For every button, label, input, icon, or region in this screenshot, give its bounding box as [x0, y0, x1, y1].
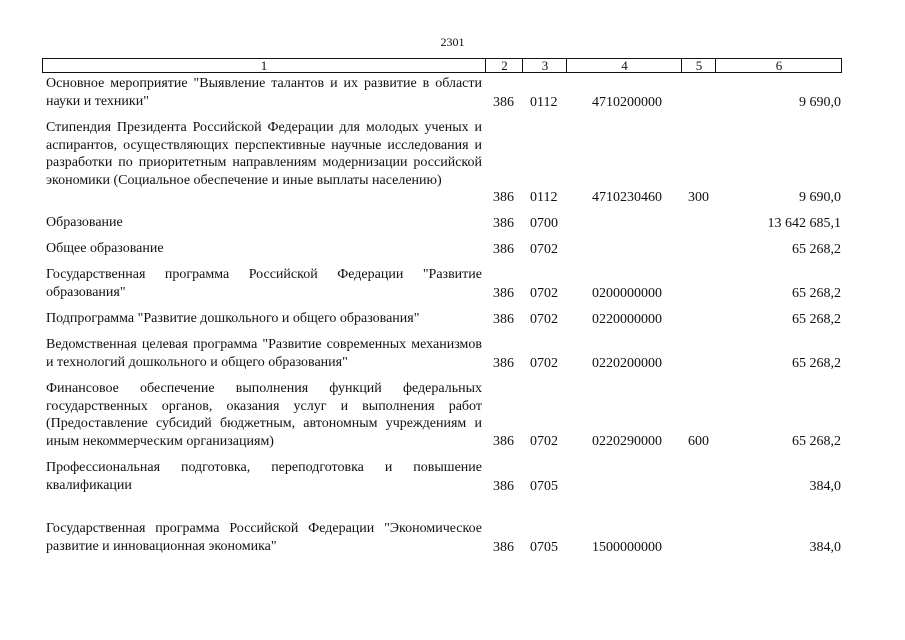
cell-col-4: 1500000000: [592, 539, 662, 555]
cell-col-4: 4710230460: [592, 189, 662, 205]
cell-col-6: 65 268,2: [792, 355, 841, 371]
cell-col-4: 4710200000: [592, 94, 662, 110]
cell-col-4: 0200000000: [592, 285, 662, 301]
table-row: [0, 75, 905, 111]
cell-col-3: 0702: [530, 433, 558, 449]
cell-col-2: 386: [493, 285, 514, 301]
cell-col-6: 9 690,0: [799, 189, 841, 205]
cell-col-2: 386: [493, 478, 514, 494]
cell-col-6: 13 642 685,1: [767, 215, 841, 231]
cell-col-6: 65 268,2: [792, 433, 841, 449]
cell-col-6: 65 268,2: [792, 241, 841, 257]
row-description: Финансовое обеспечение выполнения функций федеральных государственных органов, оказания услуг и выполнения работ (Предоставление субсидий бюджетным, автономным учреждениям и иным некоммерческим организациям): [46, 381, 482, 449]
cell-col-6: 9 690,0: [799, 94, 841, 110]
cell-col-2: 386: [493, 215, 514, 231]
header-col-6: 6: [715, 59, 842, 72]
cell-col-2: 386: [493, 189, 514, 205]
header-col-3: 3: [522, 59, 567, 72]
table-row: [0, 119, 905, 206]
cell-col-3: 0702: [530, 241, 558, 257]
row-description: Ведомственная целевая программа "Развитие современных механизмов и технологий дошкольного и общего образования": [46, 337, 482, 370]
page-number: 2301: [440, 35, 465, 49]
cell-col-4: 0220200000: [592, 355, 662, 371]
row-description: Основное мероприятие "Выявление талантов и их развитие в области науки и техники": [46, 76, 482, 109]
table-row: [0, 240, 905, 258]
cell-col-4: 0220290000: [592, 433, 662, 449]
cell-col-2: 386: [493, 94, 514, 110]
cell-col-6: 384,0: [809, 539, 841, 555]
cell-col-6: 65 268,2: [792, 311, 841, 327]
cell-col-4: 0220000000: [592, 311, 662, 327]
cell-col-3: 0705: [530, 478, 558, 494]
table-row: [0, 310, 905, 328]
cell-col-5: 600: [688, 433, 709, 449]
cell-col-3: 0700: [530, 215, 558, 231]
table-row: [0, 459, 905, 495]
header-col-1: 1: [260, 58, 268, 73]
table-header: [42, 58, 842, 73]
cell-col-2: 386: [493, 433, 514, 449]
cell-col-3: 0112: [530, 94, 558, 110]
row-description: Общее образование: [46, 241, 164, 256]
table-row: [0, 380, 905, 450]
table-row: [0, 214, 905, 232]
table-row: [0, 520, 905, 556]
cell-col-2: 386: [493, 241, 514, 257]
table-row: [0, 266, 905, 302]
cell-col-3: 0702: [530, 355, 558, 371]
row-description: Образование: [46, 215, 123, 230]
row-description: Государственная программа Российской Федерации "Экономическое развитие и инновационная экономика": [46, 521, 482, 554]
table-row: [0, 336, 905, 372]
row-description: Стипендия Президента Российской Федерации для молодых ученых и аспирантов, осуществляющих перспективные научные исследования и разработки по приоритетным направлениям модернизации российской экономики (Социальное обеспечение и иные выплаты населению): [46, 120, 482, 188]
header-col-5: 5: [681, 59, 716, 72]
header-col-4: 4: [566, 59, 682, 72]
cell-col-3: 0702: [530, 285, 558, 301]
cell-col-3: 0705: [530, 539, 558, 555]
cell-col-3: 0702: [530, 311, 558, 327]
cell-col-6: 384,0: [809, 478, 841, 494]
cell-col-5: 300: [688, 189, 709, 205]
cell-col-2: 386: [493, 539, 514, 555]
row-description: Профессиональная подготовка, переподготовка и повышение квалификации: [46, 460, 482, 493]
cell-col-2: 386: [493, 355, 514, 371]
cell-col-3: 0112: [530, 189, 558, 205]
row-description: Подпрограмма "Развитие дошкольного и общего образования": [46, 311, 420, 326]
cell-col-2: 386: [493, 311, 514, 327]
cell-col-6: 65 268,2: [792, 285, 841, 301]
header-col-2: 2: [485, 59, 523, 72]
row-description: Государственная программа Российской Федерации "Развитие образования": [46, 267, 482, 300]
